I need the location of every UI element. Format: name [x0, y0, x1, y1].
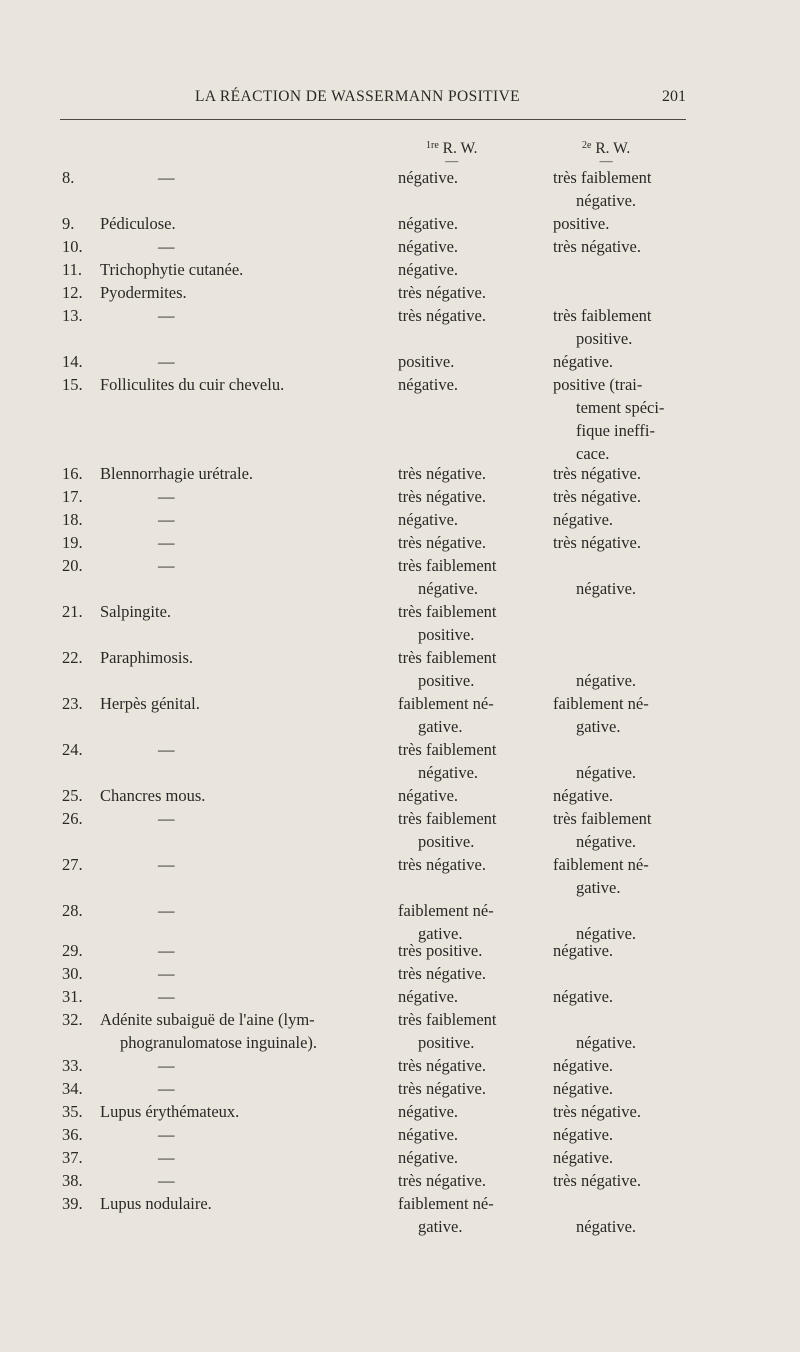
rw1-result: très négative.	[398, 283, 486, 302]
rw1-result: négative.	[398, 168, 459, 187]
rw2-result: gative.	[576, 878, 621, 897]
diagnosis-text: Pédiculose.	[100, 214, 176, 233]
rw2-result: très négative.	[553, 1171, 641, 1190]
diagnosis-text: —	[158, 987, 175, 1006]
running-title: LA RÉACTION DE WASSERMANN POSITIVE	[195, 88, 521, 105]
row-number: 30.	[62, 964, 83, 983]
diagnosis-text: —	[158, 556, 175, 575]
rw2-result: très faiblement	[553, 168, 652, 187]
rw2-result: négative.	[576, 671, 637, 690]
row-number: 28.	[62, 901, 83, 920]
diagnosis-text: Lupus nodulaire.	[100, 1194, 212, 1213]
rw2-result: négative.	[553, 510, 614, 529]
diagnosis-text: Pyodermites.	[100, 283, 187, 302]
rw1-result: très négative.	[398, 306, 486, 325]
rw1-result: très négative.	[398, 464, 486, 483]
diagnosis-text: Blennorrhagie urétrale.	[100, 464, 254, 483]
rw2-result: négative.	[553, 1056, 614, 1075]
rw1-result: gative.	[418, 1217, 463, 1236]
column-header-rw1-ordinal: 1re	[426, 140, 439, 151]
rw2-result: très négative.	[553, 464, 641, 483]
row-number: 19.	[62, 533, 83, 552]
diagnosis-text: —	[158, 1079, 175, 1098]
rw2-result: tement spéci-	[576, 398, 665, 417]
diagnosis-text: Chancres mous.	[100, 786, 206, 805]
column-header-rw2	[582, 140, 631, 168]
row-number: 37.	[62, 1148, 83, 1167]
diagnosis-text: phogranulomatose inguinale).	[120, 1033, 318, 1052]
rw2-result: très négative.	[553, 533, 641, 552]
rw1-result: très négative.	[398, 1171, 486, 1190]
diagnosis-text: —	[158, 168, 175, 187]
row-number: 13.	[62, 306, 83, 325]
diagnosis-text: —	[158, 1125, 175, 1144]
diagnosis-text: —	[158, 533, 175, 552]
diagnosis-text: —	[158, 740, 175, 759]
rw1-result: très faiblement	[398, 602, 497, 621]
diagnosis-text: —	[158, 510, 175, 529]
rw2-result: faiblement né-	[553, 694, 649, 713]
row-number: 33.	[62, 1056, 83, 1075]
row-number: 23.	[62, 694, 83, 713]
rw2-result: négative.	[553, 1125, 614, 1144]
column-header-rw1-mark: —	[445, 153, 459, 168]
row-number: 10.	[62, 237, 83, 256]
row-number: 35.	[62, 1102, 83, 1121]
row-number: 16.	[62, 464, 83, 483]
row-number: 22.	[62, 648, 83, 667]
row-number: 26.	[62, 809, 83, 828]
rw1-result: positive.	[418, 832, 475, 851]
rw1-result: très faiblement	[398, 648, 497, 667]
rw1-result: gative.	[418, 924, 463, 943]
row-number: 17.	[62, 487, 83, 506]
diagnosis-text: —	[158, 487, 175, 506]
rw2-result: très faiblement	[553, 306, 652, 325]
column-header-rw2-mark: —	[599, 153, 613, 168]
rw2-result: négative.	[576, 924, 637, 943]
row-number: 8.	[62, 168, 75, 187]
rw2-result: fique ineffi-	[576, 421, 655, 440]
diagnosis-text: —	[158, 901, 175, 920]
rw1-result: très négative.	[398, 533, 486, 552]
rw2-result: très négative.	[553, 237, 641, 256]
diagnosis-text: —	[158, 352, 175, 371]
rw1-result: très faiblement	[398, 1010, 497, 1029]
rw1-result: positive.	[418, 1033, 475, 1052]
rw2-result: positive.	[553, 214, 610, 233]
row-number: 18.	[62, 510, 83, 529]
diagnosis-text: —	[158, 964, 175, 983]
diagnosis-text: Lupus érythémateux.	[100, 1102, 240, 1121]
rw2-result: négative.	[576, 1033, 637, 1052]
rw1-result: négative.	[398, 1125, 459, 1144]
rw1-result: faiblement né-	[398, 1194, 494, 1213]
rw1-result: négative.	[398, 214, 459, 233]
row-number: 15.	[62, 375, 83, 394]
rw1-result: négative.	[398, 1148, 459, 1167]
rw1-result: très négative.	[398, 1056, 486, 1075]
row-number: 11.	[62, 260, 83, 279]
diagnosis-text: —	[158, 306, 175, 325]
diagnosis-text: Herpès génital.	[100, 694, 200, 713]
rw1-result: faiblement né-	[398, 901, 494, 920]
rw2-result: faiblement né-	[553, 855, 649, 874]
row-number: 20.	[62, 556, 83, 575]
rw2-result: positive (trai-	[553, 375, 643, 394]
diagnosis-text: —	[158, 1171, 175, 1190]
rw2-result: négative.	[576, 763, 637, 782]
rw2-result: très négative.	[553, 1102, 641, 1121]
row-number: 24.	[62, 740, 83, 759]
diagnosis-text: —	[158, 809, 175, 828]
row-number: 9.	[62, 214, 75, 233]
column-header-rw2-label: R. W.	[595, 140, 631, 157]
rw2-result: négative.	[576, 191, 637, 210]
diagnosis-text: Folliculites du cuir chevelu.	[100, 375, 285, 394]
rw1-result: négative.	[418, 763, 479, 782]
rw1-result: négative.	[398, 510, 459, 529]
row-number: 21.	[62, 602, 83, 621]
rw1-result: négative.	[398, 375, 459, 394]
rw1-result: très positive.	[398, 941, 483, 960]
row-number: 39.	[62, 1194, 83, 1213]
diagnosis-text: Salpingite.	[100, 602, 172, 621]
column-header-rw2-ordinal: 2e	[582, 140, 592, 151]
row-number: 32.	[62, 1010, 83, 1029]
rw1-result: négative.	[398, 237, 459, 256]
rw1-result: très faiblement	[398, 740, 497, 759]
rw1-result: très négative.	[398, 487, 486, 506]
rw2-result: négative.	[553, 987, 614, 1006]
rw1-result: négative.	[398, 1102, 459, 1121]
row-number: 25.	[62, 786, 83, 805]
row-number: 36.	[62, 1125, 83, 1144]
rw2-result: négative.	[553, 1079, 614, 1098]
rw2-result: négative.	[576, 1217, 637, 1236]
header-rule	[60, 119, 686, 120]
rw2-result: très faiblement	[553, 809, 652, 828]
rw2-result: négative.	[576, 579, 637, 598]
column-header-rw1	[426, 140, 478, 168]
diagnosis-text: Paraphimosis.	[100, 648, 194, 667]
rw2-result: négative.	[553, 786, 614, 805]
rw1-result: très négative.	[398, 964, 486, 983]
row-number: 38.	[62, 1171, 83, 1190]
column-header-rw1-label: R. W.	[442, 140, 478, 157]
rw1-result: gative.	[418, 717, 463, 736]
rw2-result: négative.	[553, 941, 614, 960]
row-number: 31.	[62, 987, 83, 1006]
rw1-result: faiblement né-	[398, 694, 494, 713]
rw1-result: négative.	[418, 579, 479, 598]
rw1-result: positive.	[418, 671, 475, 690]
rw2-result: négative.	[553, 1148, 614, 1167]
rw2-result: très négative.	[553, 487, 641, 506]
rw1-result: positive.	[418, 625, 475, 644]
row-number: 29.	[62, 941, 83, 960]
rw1-result: négative.	[398, 987, 459, 1006]
rw1-result: très négative.	[398, 1079, 486, 1098]
rw2-result: positive.	[576, 329, 633, 348]
row-number: 34.	[62, 1079, 83, 1098]
diagnosis-text: —	[158, 1056, 175, 1075]
diagnosis-text: Trichophytie cutanée.	[100, 260, 244, 279]
diagnosis-text: —	[158, 855, 175, 874]
rw2-result: négative.	[576, 832, 637, 851]
diagnosis-text: —	[158, 1148, 175, 1167]
row-number: 27.	[62, 855, 83, 874]
row-number: 14.	[62, 352, 83, 371]
rw1-result: positive.	[398, 352, 455, 371]
rw1-result: très faiblement	[398, 809, 497, 828]
rw2-result: cace.	[576, 444, 610, 463]
diagnosis-text: —	[158, 941, 175, 960]
diagnosis-text: —	[158, 237, 175, 256]
rw2-result: négative.	[553, 352, 614, 371]
rw1-result: négative.	[398, 260, 459, 279]
rw1-result: négative.	[398, 786, 459, 805]
rw2-result: gative.	[576, 717, 621, 736]
row-number: 12.	[62, 283, 83, 302]
diagnosis-text: Adénite subaiguë de l'aine (lym-	[100, 1010, 315, 1029]
rw1-result: très faiblement	[398, 556, 497, 575]
page-number: 201	[662, 88, 686, 105]
rw1-result: très négative.	[398, 855, 486, 874]
